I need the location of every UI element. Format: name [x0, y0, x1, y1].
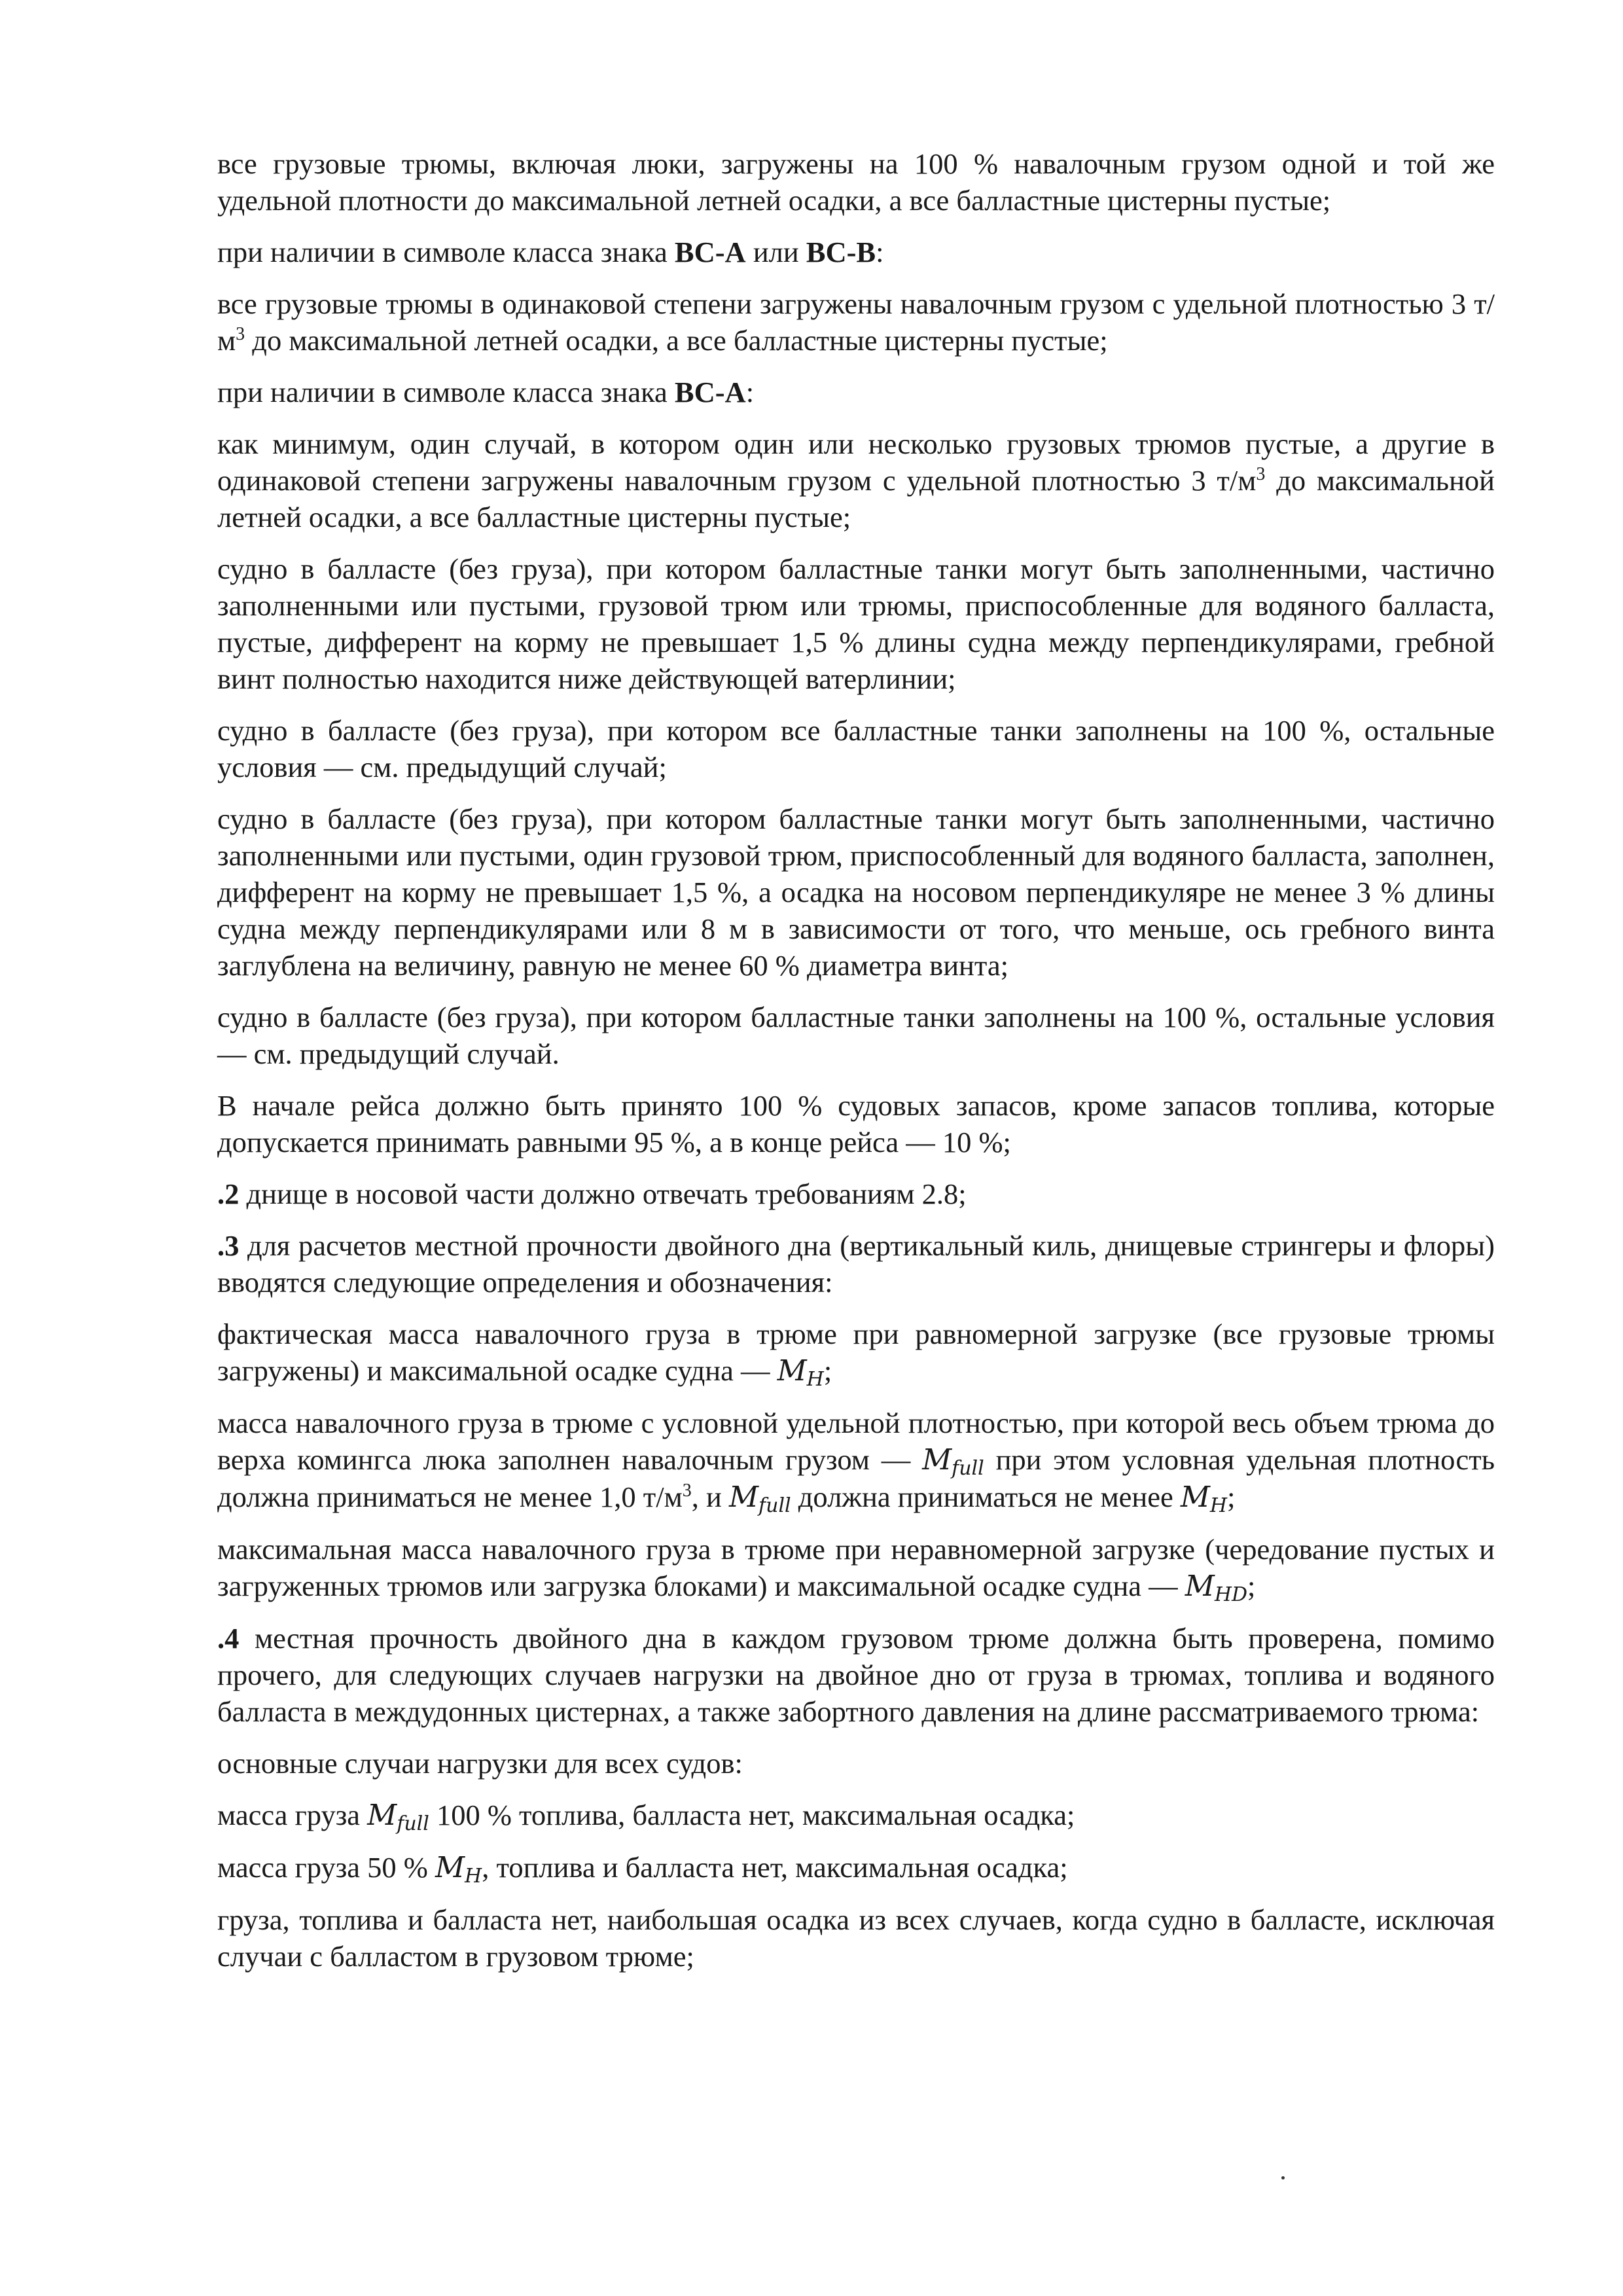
paragraph: судно в балласте (без груза), при котором балластные танки могут быть заполненными, частично заполненными или пустыми, один грузовой трюм, приспособленный для водяного балласта, заполнен, дифферент на корму не превышает 1,5 %, а осадка на носовом перпендикуляре не менее 3 % длины судна между перпендикулярами или 8 м в зависимости от того, что меньше, ось гребного винта заглублена на величину, равную не менее 60 % диаметра винта; [217, 802, 1495, 982]
math-symbol-mhd: $M_{HD}$ [1185, 1570, 1248, 1606]
paragraph: масса груза $M_{full}$ 100 % топлива, балласта нет, максимальная осадка; [217, 1799, 1075, 1835]
paragraph: основные случаи нагрузки для всех судов: [217, 1747, 743, 1780]
math-symbol-mfull: $M_{full}$ [728, 1480, 791, 1517]
paragraph: масса навалочного груза в трюме с условной удельной плотностью, при которой весь объем трюма до верха комингса люка заполнен навалочным грузом — $M_{full}$ при этом условная удельная плотность должна приниматься не менее 1,0 $т/м^3$, и $M_{full}$ должна приниматься не менее $M_H$; [217, 1407, 1495, 1517]
paragraph: все грузовые трюмы в одинаковой степени загружены навалочным грузом с удельной плотностью 3 $т/м^3$ до максимальной летней осадки, а все балластные цистерны пустые; [217, 287, 1495, 357]
paragraph: максимальная масса навалочного груза в трюме при неравномерной загрузке (чередование пустых и загруженных трюмов или загрузка блоками) и максимальной осадке судна — $M_{HD}$; [217, 1533, 1495, 1606]
math-symbol-mh: $M_H$ [1180, 1480, 1228, 1517]
paragraph: судно в балласте (без груза), при котором балластные танки заполнены на 100 %, остальные условия — см. предыдущий случай. [217, 1001, 1495, 1070]
class-symbol: BC-A [674, 376, 746, 408]
paragraph: судно в балласте (без груза), при котором балластные танки могут быть заполненными, частично заполненными или пустыми, грузовой трюм или трюмы, приспособленные для водяного балласта, пустые, дифферент на корму не превышает 1,5 % длины судна между перпендикулярами, гребной винт полностью находится ниже действующей ватерлинии; [217, 552, 1495, 695]
math-symbol-mh: $M_H$ [435, 1851, 482, 1888]
paragraph: масса груза 50 % $M_H$, топлива и балласта нет, максимальная осадка; [217, 1851, 1068, 1888]
paragraph: при наличии в символе класса знака BC-A или BC-B: [217, 236, 884, 268]
class-symbol: BC-A [674, 236, 746, 268]
document-page [217, 145, 1495, 1990]
scan-speck [1281, 2176, 1285, 2179]
item-number: .2 [217, 1177, 240, 1210]
paragraph: при наличии в символе класса знака BC-A: [217, 376, 755, 408]
item-number: .4 [217, 1622, 240, 1655]
class-symbol: BC-B [806, 236, 876, 268]
paragraph: .4 местная прочность двойного дна в каждом грузовом трюме должна быть проверена, помимо прочего, для следующих случаев нагрузки на двойное дно от груза в трюмах, топлива и водяного балласта в междудонных цистернах, а также забортного давления на длине рассматриваемого трюма: [217, 1622, 1495, 1728]
paragraph: судно в балласте (без груза), при котором все балластные танки заполнены на 100 %, остальные условия — см. предыдущий случай; [217, 714, 1495, 783]
math-symbol-mfull: $M_{full}$ [367, 1799, 429, 1835]
math-symbol-mh: $M_H$ [777, 1354, 824, 1391]
paragraph: как минимум, один случай, в котором один или несколько грузовых трюмов пустые, а другие в одинаковой степени загружены навалочным грузом с удельной плотностью 3 $т/м^3$ до максимальной летней осадки, а все балластные цистерны пустые; [217, 427, 1495, 533]
paragraph: .2 днище в носовой части должно отвечать требованиям 2.8; [217, 1177, 967, 1210]
math-symbol-mfull: $M_{full}$ [922, 1443, 984, 1480]
paragraph: фактическая масса навалочного груза в трюме при равномерной загрузке (все грузовые трюмы загружены) и максимальной осадке судна — $M_H$; [217, 1318, 1495, 1391]
paragraph: .3 для расчетов местной прочности двойного дна (вертикальный киль, днищевые стрингеры и флоры) вводятся следующие определения и обозначения: [217, 1229, 1495, 1299]
paragraph: груза, топлива и балласта нет, наибольшая осадка из всех случаев, когда судно в балласте, исключая случаи с балластом в грузовом трюме; [217, 1903, 1495, 1973]
paragraph: В начале рейса должно быть принято 100 % судовых запасов, кроме запасов топлива, которые допускается принимать равными 95 %, а в конце рейса — 10 %; [217, 1089, 1495, 1158]
paragraph: все грузовые трюмы, включая люки, загружены на 100 % навалочным грузом одной и той же удельной плотности до максимальной летней осадки, а все балластные цистерны пустые; [217, 147, 1495, 217]
item-number: .3 [217, 1229, 240, 1262]
